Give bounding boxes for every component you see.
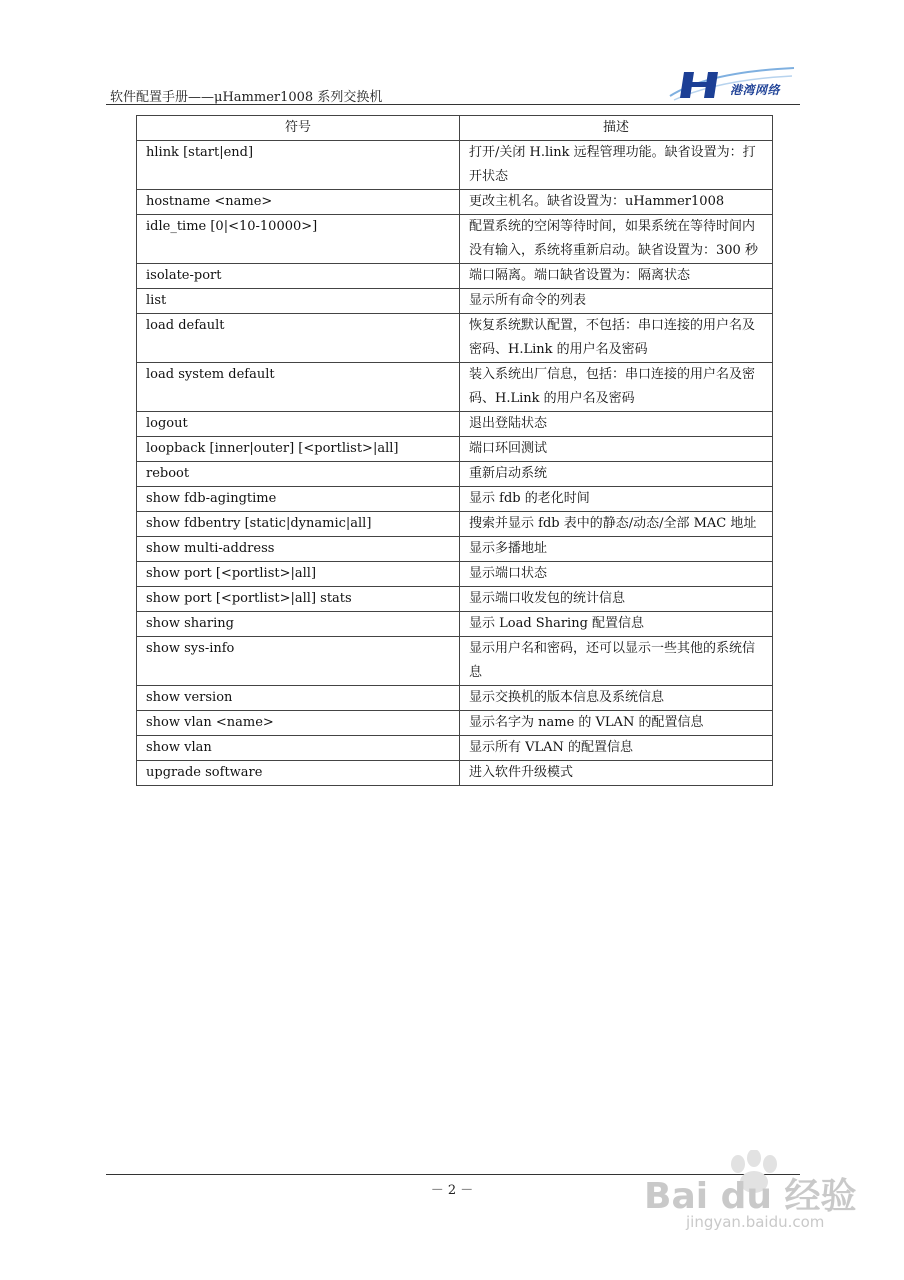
table-row (137, 537, 773, 562)
table-row (137, 562, 773, 587)
header-divider (106, 104, 800, 105)
table-row (137, 264, 773, 289)
cell-description: 端口环回测试 (460, 437, 773, 462)
table-row (137, 215, 773, 264)
cell-symbol: load default (137, 314, 460, 363)
cell-symbol: load system default (137, 363, 460, 412)
table-row (137, 637, 773, 686)
cell-description: 退出登陆状态 (460, 412, 773, 437)
cell-description: 显示所有 VLAN 的配置信息 (460, 736, 773, 761)
cell-description: 搜索并显示 fdb 表中的静态/动态/全部 MAC 地址 (460, 512, 773, 537)
table-row (137, 587, 773, 612)
cell-description: 恢复系统默认配置，不包括：串口连接的用户名及密码、H.Link 的用户名及密码 (460, 314, 773, 363)
cell-symbol: show fdb-agingtime (137, 487, 460, 512)
cell-description: 显示端口状态 (460, 562, 773, 587)
cell-symbol: show multi-address (137, 537, 460, 562)
page-number: － 2 － (430, 1183, 474, 1198)
cell-symbol: logout (137, 412, 460, 437)
cell-description: 显示用户名和密码，还可以显示一些其他的系统信息 (460, 637, 773, 686)
cell-symbol: show sharing (137, 612, 460, 637)
cell-symbol: reboot (137, 462, 460, 487)
table-row (137, 363, 773, 412)
cell-symbol: hlink [start|end] (137, 141, 460, 190)
watermark-brand: Bai du 经验 (644, 1176, 857, 1217)
cell-description: 打开/关闭 H.link 远程管理功能。缺省设置为：打开状态 (460, 141, 773, 190)
table-row (137, 512, 773, 537)
table-row (137, 761, 773, 786)
cell-symbol: show port [<portlist>|all] stats (137, 587, 460, 612)
table-row (137, 141, 773, 190)
table-header-row (137, 116, 773, 141)
cell-description: 显示 Load Sharing 配置信息 (460, 612, 773, 637)
table-row (137, 314, 773, 363)
cell-description: 进入软件升级模式 (460, 761, 773, 786)
table-row (137, 412, 773, 437)
table-row (137, 190, 773, 215)
cell-symbol: loopback [inner|outer] [<portlist>|all] (137, 437, 460, 462)
table-row (137, 736, 773, 761)
cell-description: 显示端口收发包的统计信息 (460, 587, 773, 612)
cell-symbol: hostname <name> (137, 190, 460, 215)
logo-text: 港湾网络 (730, 83, 781, 97)
cell-description: 显示多播地址 (460, 537, 773, 562)
cell-symbol: show fdbentry [static|dynamic|all] (137, 512, 460, 537)
cell-symbol: idle_time [0|<10-10000>] (137, 215, 460, 264)
cell-description: 装入系统出厂信息，包括：串口连接的用户名及密码、H.Link 的用户名及密码 (460, 363, 773, 412)
table-row (137, 437, 773, 462)
table-row (137, 686, 773, 711)
cell-description: 显示所有命令的列表 (460, 289, 773, 314)
cell-symbol: upgrade software (137, 761, 460, 786)
table-row (137, 711, 773, 736)
table-row (137, 487, 773, 512)
watermark-url: jingyan.baidu.com (686, 1213, 825, 1231)
cell-description: 显示 fdb 的老化时间 (460, 487, 773, 512)
cell-symbol: show port [<portlist>|all] (137, 562, 460, 587)
cell-symbol: show vlan <name> (137, 711, 460, 736)
column-header-symbol: 符号 (137, 116, 460, 141)
header-title: 软件配置手册——μHammer1008 系列交换机 (110, 90, 383, 105)
command-table (136, 115, 773, 786)
table-row (137, 612, 773, 637)
table-row (137, 462, 773, 487)
cell-symbol: show vlan (137, 736, 460, 761)
cell-symbol: show version (137, 686, 460, 711)
cell-symbol: show sys-info (137, 637, 460, 686)
cell-symbol: list (137, 289, 460, 314)
cell-description: 配置系统的空闲等待时间，如果系统在等待时间内没有输入，系统将重新启动。缺省设置为：300 秒 (460, 215, 773, 264)
table-row (137, 289, 773, 314)
cell-description: 更改主机名。缺省设置为：uHammer1008 (460, 190, 773, 215)
cell-description: 端口隔离。端口缺省设置为：隔离状态 (460, 264, 773, 289)
column-header-description: 描述 (460, 116, 773, 141)
cell-description: 重新启动系统 (460, 462, 773, 487)
cell-description: 显示名字为 name 的 VLAN 的配置信息 (460, 711, 773, 736)
cell-description: 显示交换机的版本信息及系统信息 (460, 686, 773, 711)
cell-symbol: isolate-port (137, 264, 460, 289)
